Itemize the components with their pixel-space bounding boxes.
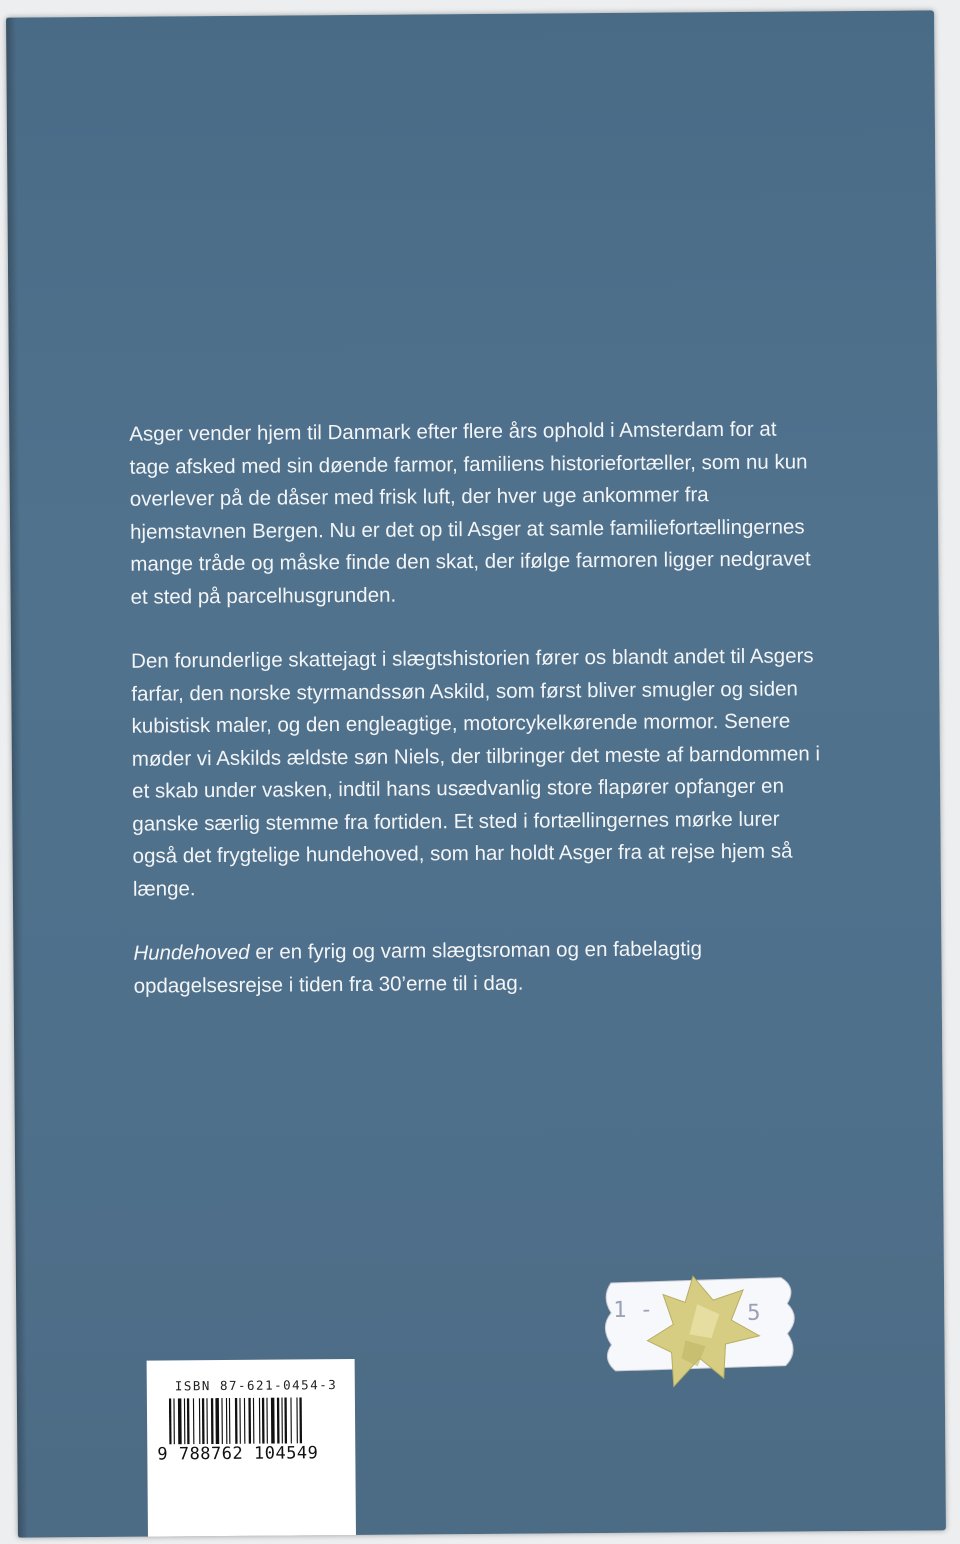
book-title-italic: Hundehoved (133, 940, 250, 965)
barcode-panel (147, 1359, 356, 1537)
blurb-paragraph-3-rest: er en fyrig og varm slægtsroman og en fabelagtig opdagelsesrejse i tiden fra 30’erne til i dag. (133, 937, 703, 998)
cover-edge-shadow (6, 18, 28, 1538)
barcode-bars (169, 1397, 349, 1444)
blurb-paragraph-3 (133, 932, 823, 1002)
price-label (601, 1273, 802, 1395)
isbn-text: ISBN 87-621-0454-3 (174, 1377, 338, 1394)
price-label-left-text: 1 - (613, 1297, 654, 1323)
price-label-right-text: 5 (747, 1300, 761, 1326)
blurb-text (129, 413, 824, 1034)
blurb-paragraph-2: Den forunderlige skattejagt i slægtshistorien fører os blandt andet til Asgers farfar, den norske styrmandssøn Askild, som først bliver smugler og siden kubistisk maler, og den engleagtige, motorcykelkørende mormor. Senere møder vi Askilds ældste søn Niels, der tilbringer det meste af barndommen i et skab under vasken, indtil hans usædvanlig store flapører opfanger en ganske særlig stemme fra fortiden. Et sted i fortællingernes mørke lurer også det frygtelige hundehoved, som har holdt Asger fra at rejse hjem så længe. (131, 644, 821, 901)
price-label-sticker (601, 1273, 802, 1395)
blurb-paragraph-1: Asger vender hjem til Danmark efter flere års ophold i Amsterdam for at tage afsked med sin døende farmor, familiens historiefortæller, som nu kun overlever på de dåser med frisk luft, der hver uge ankommer fra hjemstavnen Bergen. Nu er det op til Asger at samle familiefortællingernes mange tråde og måske finde den skat, der ifølge farmoren ligger nedgravet et sted på parcelhusgrunden. (129, 417, 811, 609)
book-back-cover (6, 10, 946, 1537)
barcode-digits: 9 788762 104549 (157, 1443, 319, 1465)
